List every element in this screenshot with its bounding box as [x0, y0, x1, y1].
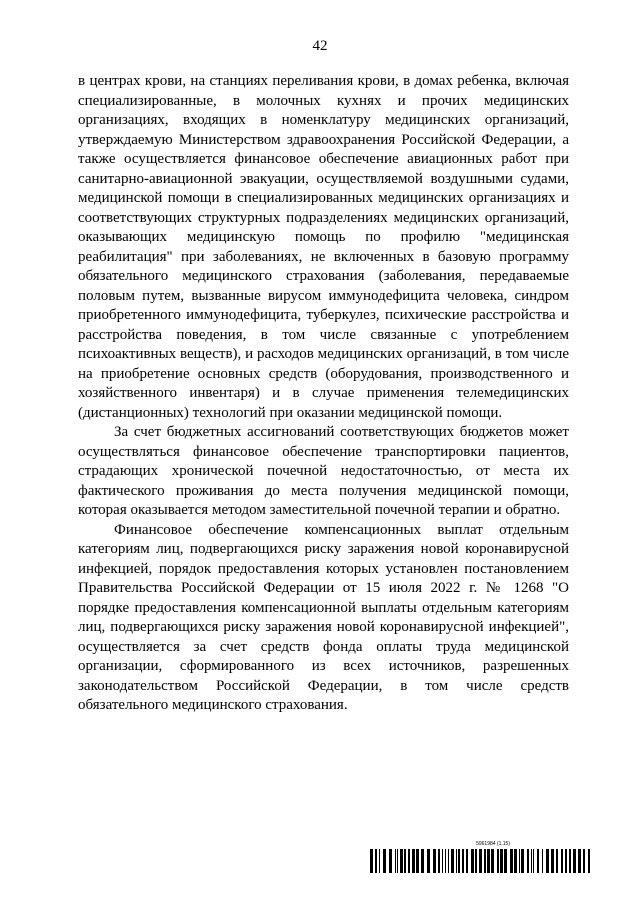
barcode-label: 5961984 (1.15) — [476, 841, 510, 847]
paragraph-compensation-payments: Финансовое обеспечение компенсационных выплат отдельным категориям лиц, подвергающихся риску заражения новой коронавирусной инфекцией, порядок предоставления которых установлен постановлением Правительства Российской Федерации от 15 июля 2022 г. № 1268 "О порядке предоставления компенсационной выплаты отдельным категориям лиц, подвергающихся риску заражения новой коронавирусной инфекцией", осуществляется за счет средств фонда оплаты труда медицинской организации, сформированного из всех источников, разрешенных законодательством Российской Федерации, в том числе средств обязательного медицинского страхования. — [78, 521, 569, 713]
barcode-block — [370, 841, 590, 873]
page-number: 42 — [312, 38, 328, 54]
document-body — [78, 72, 569, 716]
paragraph-transport-funding: За счет бюджетных ассигнований соответствующих бюджетов может осуществляться финансовое обеспечение транспортировки пациентов, страдающих хронической почечной недостаточностью, от места их фактического проживания до места получения медицинской помощи, которая оказывается методом заместительной почечной терапии и обратно. — [78, 424, 569, 518]
paragraph-continuation: в центрах крови, на станциях переливания крови, в домах ребенка, включая специализированные, в молочных кухнях и прочих медицинских организациях, входящих в номенклатуру медицинских организаций, утверждаемую Министерством здравоохранения Российской Федерации, а также осуществляется финансовое обеспечение авиационных работ при санитарно-авиационной эвакуации, осуществляемой воздушными судами, медицинской помощи в специализированных медицинских организациях и соответствующих структурных подразделениях медицинских организаций, оказывающих медицинскую помощь по профилю "медицинская реабилитация" при заболеваниях, не включенных в базовую программу обязательного медицинского страхования (заболевания, передаваемые половым путем, вызванные вирусом иммунодефицита человека, синдром приобретенного иммунодефицита, туберкулез, психические расстройства и расстройства поведения, в том числе связанные с употреблением психоактивных веществ), и расходов медицинских организаций, в том числе на приобретение основных средств (оборудования, производственного и хозяйственного инвентаря) и в случае применения телемедицинских (дистанционных) технологий при оказании медицинской помощи. — [78, 73, 569, 421]
barcode-image — [370, 849, 590, 873]
